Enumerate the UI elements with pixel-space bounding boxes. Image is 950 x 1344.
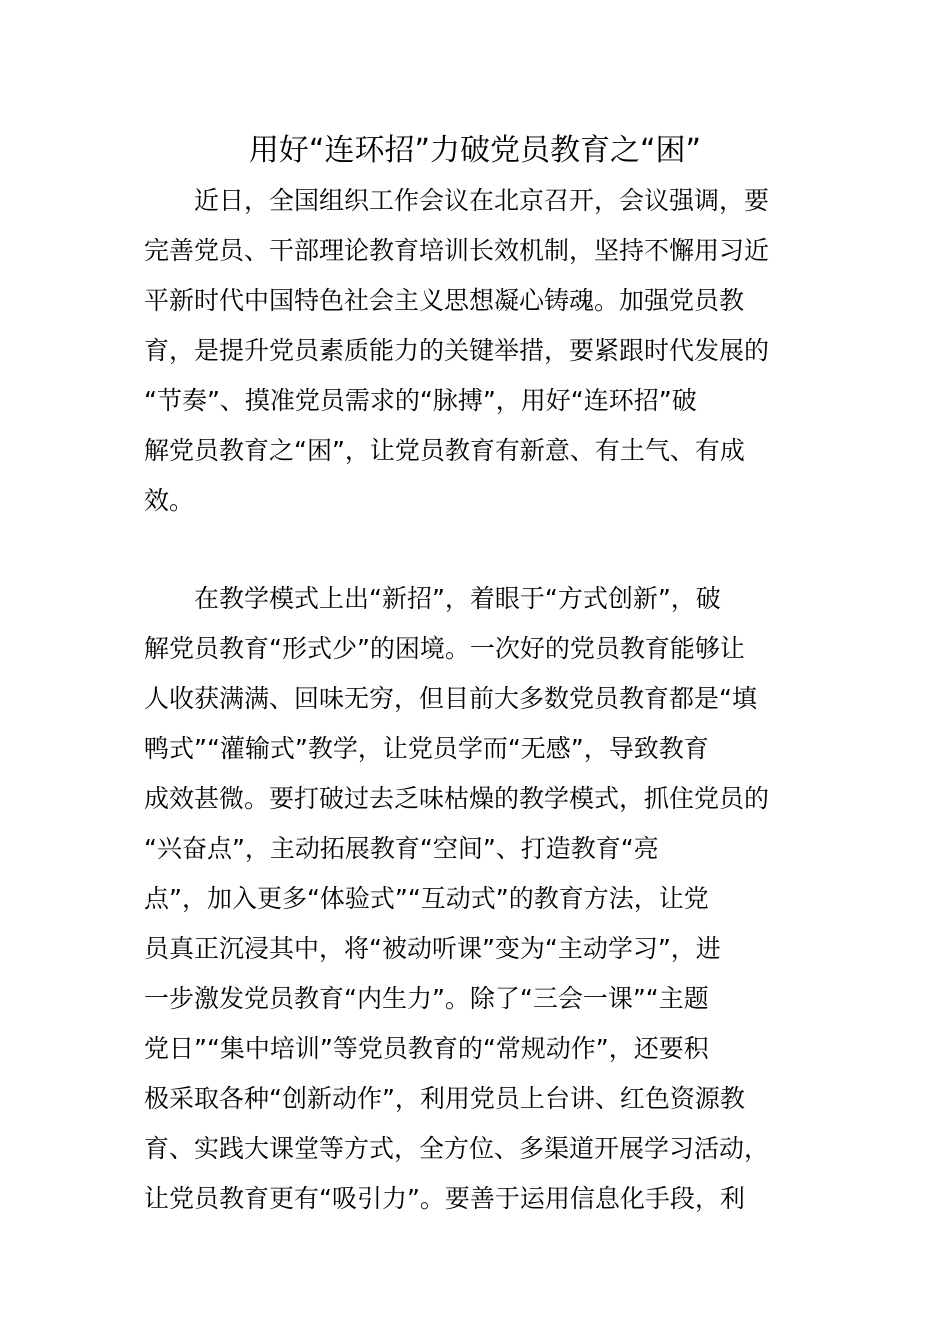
paragraph-line: 解党员教育“形式少”的困境。一次好的党员教育能够让 [144,634,745,663]
paragraph-line: 让党员教育更有“吸引力”。要善于运用信息化手段，利 [144,1184,745,1213]
paragraph-line: 人收获满满、回味无穷，但目前大多数党员教育都是“填 [144,684,757,713]
paragraph-line: 一步激发党员教育“内生力”。除了“三会一课”“主题 [144,984,709,1013]
paragraph-line: 效。 [144,486,195,515]
paragraph-line: 员真正沉浸其中，将“被动听课”变为“主动学习”，进 [144,934,721,963]
document-title: 用好“连环招”力破党员教育之“困” [248,133,702,168]
paragraph-line: 极采取各种“创新动作”，利用党员上台讲、红色资源教 [144,1084,745,1113]
paragraph-line: 解党员教育之“困”，让党员教育有新意、有土气、有成 [144,436,745,465]
paragraph-line: 在教学模式上出“新招”，着眼于“方式创新”，破 [194,584,721,613]
paragraph-line: 鸭式”“灌输式”教学，让党员学而“无感”，导致教育 [144,734,709,763]
paragraph-line: 点”，加入更多“体验式”“互动式”的教育方法，让党 [144,884,709,913]
paragraph-line: 平新时代中国特色社会主义思想凝心铸魂。加强党员教 [144,286,745,315]
paragraph-line: 党日”“集中培训”等党员教育的“常规动作”，还要积 [144,1034,709,1063]
paragraph-2 [144,574,809,1224]
paragraph-line: 成效甚微。要打破过去乏味枯燥的教学模式，抓住党员的 [144,784,770,813]
paragraph-line: 育，是提升党员素质能力的关键举措，要紧跟时代发展的 [144,336,770,365]
paragraph-line: 完善党员、干部理论教育培训长效机制，坚持不懈用习近 [144,236,770,265]
paragraph-line: “节奏”、摸准党员需求的“脉搏”，用好“连环招”破 [144,386,697,415]
paragraph-1 [144,176,809,526]
paragraph-line: “兴奋点”，主动拓展教育“空间”、打造教育“亮 [144,834,659,863]
paragraph-line: 育、实践大课堂等方式，全方位、多渠道开展学习活动， [144,1134,770,1163]
paragraph-line: 近日，全国组织工作会议在北京召开，会议强调，要 [194,186,770,215]
